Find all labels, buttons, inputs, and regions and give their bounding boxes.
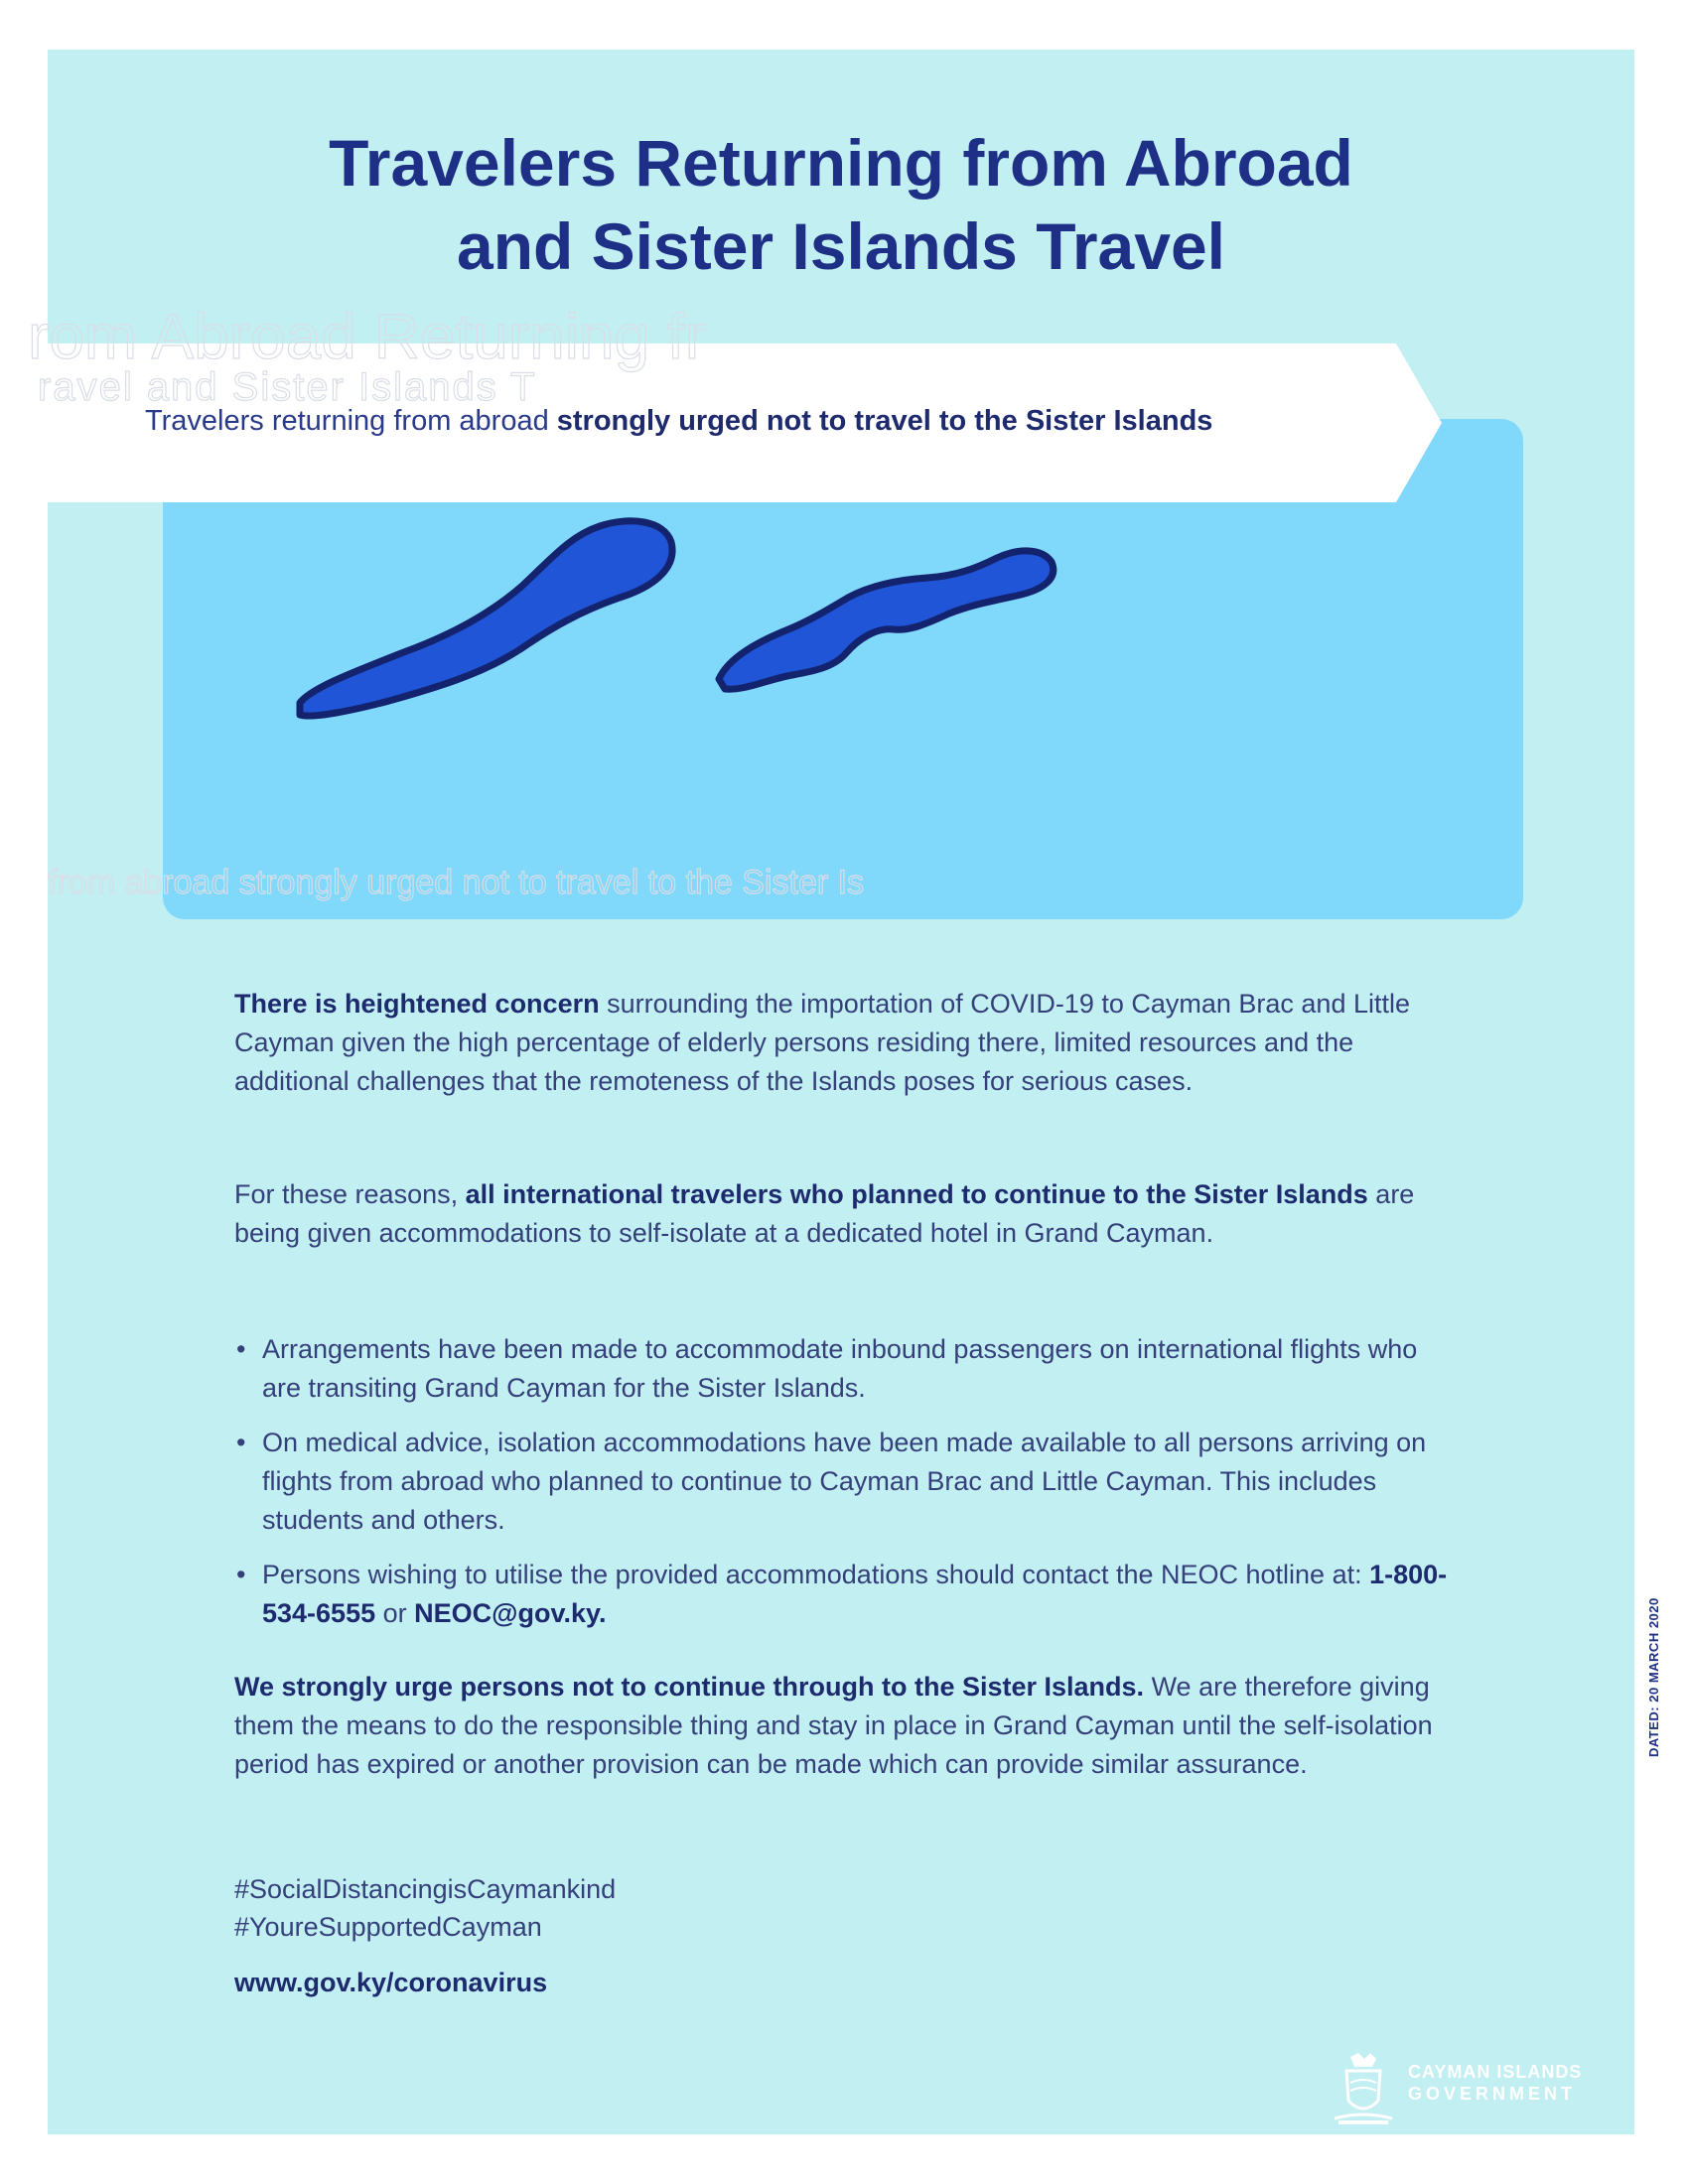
list-item bbox=[234, 1556, 1456, 1633]
banner-text-strong: strongly urged not to travel to the Sister Islands bbox=[556, 405, 1213, 437]
coat-of-arms-icon bbox=[1329, 2049, 1398, 2128]
paragraph-concern bbox=[234, 985, 1446, 1101]
government-logo bbox=[1329, 2049, 1626, 2128]
bullet-icon: • bbox=[236, 1334, 246, 1364]
little-cayman-island bbox=[719, 551, 1054, 689]
poster bbox=[28, 50, 1661, 2154]
arrangements-list bbox=[234, 1330, 1456, 1649]
hashtags bbox=[234, 1870, 616, 1946]
title-line-2: and Sister Islands Travel bbox=[456, 209, 1226, 283]
poster-title bbox=[48, 121, 1634, 288]
website-link[interactable]: www.gov.ky/coronavirus bbox=[234, 1968, 548, 1997]
ghost-text-artifact: from bbox=[48, 864, 115, 901]
paragraph3-text: We are therefore giving them the means to do the responsible thing and stay in place in Grand Cayman until the self-isolation period has expired or another provision can be made which can provide similar assurance. bbox=[234, 1672, 1433, 1779]
hashtag[interactable]: #YoureSupportedCayman bbox=[234, 1912, 542, 1942]
list-item bbox=[234, 1424, 1456, 1540]
paragraph2-before: For these reasons, bbox=[234, 1179, 466, 1209]
bullet-icon: • bbox=[236, 1560, 246, 1589]
banner-text bbox=[145, 403, 1436, 439]
bullet-text: Persons wishing to utilise the provided accommodations should contact the NEOC hotline at: bbox=[262, 1560, 1370, 1589]
hotline-email[interactable]: NEOC@gov.ky. bbox=[414, 1598, 607, 1628]
paragraph-urge bbox=[234, 1668, 1446, 1784]
bullet-text: On medical advice, isolation accommodations have been made available to all persons arriving on flights from abroad who planned to continue to Cayman Brac and Little Cayman. This includes students and others. bbox=[262, 1428, 1427, 1535]
hotline-phone[interactable]: 1-800-534-6555 bbox=[262, 1560, 1448, 1628]
paragraph2-strong: all international travelers who planned to continue to the Sister Islands bbox=[465, 1179, 1368, 1209]
list-item bbox=[234, 1330, 1456, 1408]
dated-label: DATED: 20 MARCH 2020 bbox=[1646, 1597, 1661, 1757]
banner-text-plain: Travelers returning from abroad bbox=[145, 405, 557, 437]
ghost-text-artifact: rom Abroad Returning fr bbox=[28, 301, 706, 372]
title-line-1: Travelers Returning from Abroad bbox=[329, 126, 1353, 200]
paragraph2-after: are being given accommodations to self-isolate at a dedicated hotel in Grand Cayman. bbox=[234, 1179, 1415, 1248]
paragraph1-text: surrounding the importation of COVID-19 to Cayman Brac and Little Cayman given the high percentage of elderly persons residing there, limited resources and the additional challenges that the remoteness of the Islands poses for serious cases. bbox=[234, 989, 1411, 1096]
paragraph-reasons bbox=[234, 1175, 1446, 1253]
hashtag[interactable]: #SocialDistancingisCaymankind bbox=[234, 1874, 617, 1904]
government-name bbox=[1408, 2061, 1582, 2105]
bullet-icon: • bbox=[236, 1428, 246, 1457]
cayman-brac-island bbox=[300, 521, 672, 716]
bullet-or: or bbox=[375, 1598, 415, 1628]
copyright-label: gis@gov.ky | © Crown Copyright 2020 bbox=[1650, 2002, 1660, 2154]
paragraph3-strong: We strongly urge persons not to continue through to the Sister Islands. bbox=[234, 1672, 1145, 1702]
government-line-2: GOVERNMENT bbox=[1408, 2084, 1577, 2104]
paragraph1-strong: There is heightened concern bbox=[234, 989, 600, 1019]
government-line-1: CAYMAN ISLANDS bbox=[1408, 2062, 1583, 2082]
bullet-text: Arrangements have been made to accommodate inbound passengers on international flights who are transiting Grand Cayman for the Sister Islands. bbox=[262, 1334, 1418, 1403]
